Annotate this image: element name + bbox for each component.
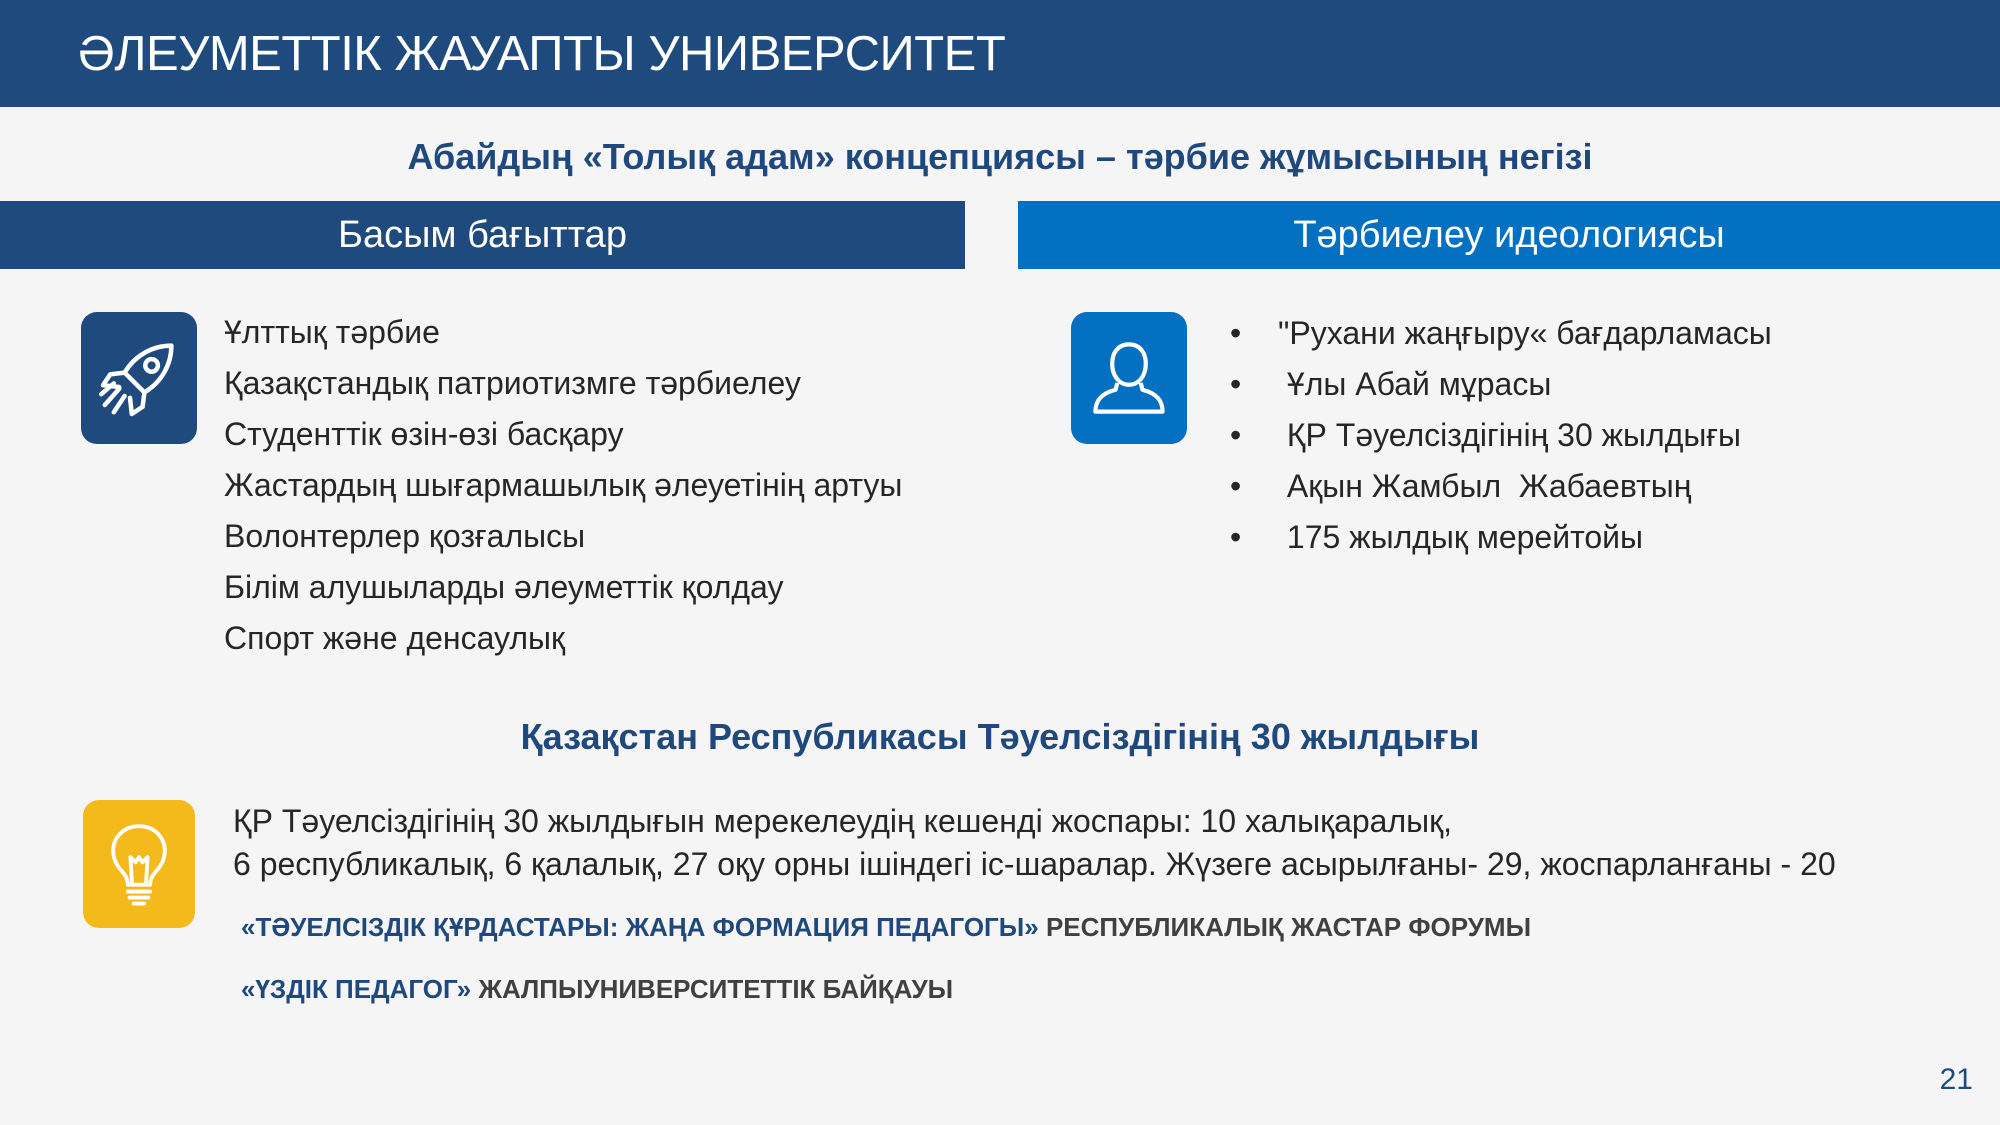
event-title: «ҮЗДІК ПЕДАГОГ»	[241, 974, 472, 1004]
left-panel-header: Басым бағыттар	[0, 201, 965, 269]
bullet: •	[1230, 519, 1242, 555]
list-item	[1230, 410, 1772, 461]
list-item	[1230, 512, 1772, 563]
slide-subtitle: Абайдың «Толық адам» концепциясы – тәрбие жұмысының негізі	[407, 136, 1593, 177]
list-item: Білім алушыларды әлеуметтік қолдау	[224, 569, 784, 605]
event-best-teacher	[241, 974, 953, 1005]
list-item: Қазақстандық патриотизмге тәрбиелеу	[224, 365, 801, 401]
rocket-icon	[81, 312, 197, 444]
header-bar	[0, 0, 2000, 107]
independence-section-title: Қазақстан Республикасы Тәуелсіздігінің 30 жылдығы	[520, 716, 1480, 757]
event-type: ЖАЛПЫУНИВЕРСИТЕТТІК БАЙҚАУЫ	[471, 974, 954, 1004]
list-item-text: Ұлы Абай мұрасы	[1278, 366, 1552, 402]
priority-directions-list	[224, 307, 902, 664]
page-number: 21	[1939, 1063, 1973, 1096]
list-item-text: ҚР Тәуелсіздігінің 30 жылдығы	[1278, 417, 1742, 453]
list-item	[1230, 359, 1772, 410]
list-item: Студенттік өзін-өзі басқару	[224, 416, 624, 452]
list-item: Ұлттық тәрбие	[224, 314, 440, 350]
list-item-text: 175 жылдық мерейтойы	[1278, 519, 1644, 555]
plan-line: ҚР Тәуелсіздігінің 30 жылдығын мерекелеудің кешенді жоспары: 10 халықаралық,	[233, 803, 1453, 839]
list-item: Жастардың шығармашылық әлеуетінің артуы	[224, 467, 903, 503]
list-item	[1230, 308, 1772, 359]
bullet: •	[1230, 366, 1242, 402]
event-youth-forum	[241, 912, 1531, 943]
bullet: •	[1230, 315, 1242, 351]
list-item: Спорт және денсаулық	[224, 620, 565, 656]
lightbulb-icon	[83, 800, 195, 928]
event-title: «ТӘУЕЛСІЗДІК ҚҰРДАСТАРЫ: ЖАҢА ФОРМАЦИЯ ПЕДАГОГЫ»	[241, 912, 1039, 942]
page-title: ӘЛЕУМЕТТІК ЖАУАПТЫ УНИВЕРСИТЕТ	[78, 27, 1006, 81]
list-item	[1230, 461, 1772, 512]
user-icon	[1071, 312, 1187, 444]
list-item: Волонтерлер қозғалысы	[224, 518, 586, 554]
independence-plan-text	[233, 800, 1836, 886]
bullet: •	[1230, 468, 1242, 504]
right-panel-header: Тәрбиелеу идеологиясы	[1018, 201, 2000, 269]
list-item-text: "Рухани жаңғыру« бағдарламасы	[1278, 315, 1772, 351]
bullet: •	[1230, 417, 1242, 453]
list-item-text: Ақын Жамбыл Жабаевтың	[1278, 468, 1692, 504]
ideology-list	[1230, 308, 1772, 563]
plan-line: 6 республикалық, 6 қалалық, 27 оқу орны ішіндегі іс-шаралар. Жүзеге асырылғаны- 29, жоспарланғаны - 20	[233, 846, 1836, 882]
event-type: РЕСПУБЛИКАЛЫҚ ЖАСТАР ФОРУМЫ	[1038, 912, 1532, 942]
